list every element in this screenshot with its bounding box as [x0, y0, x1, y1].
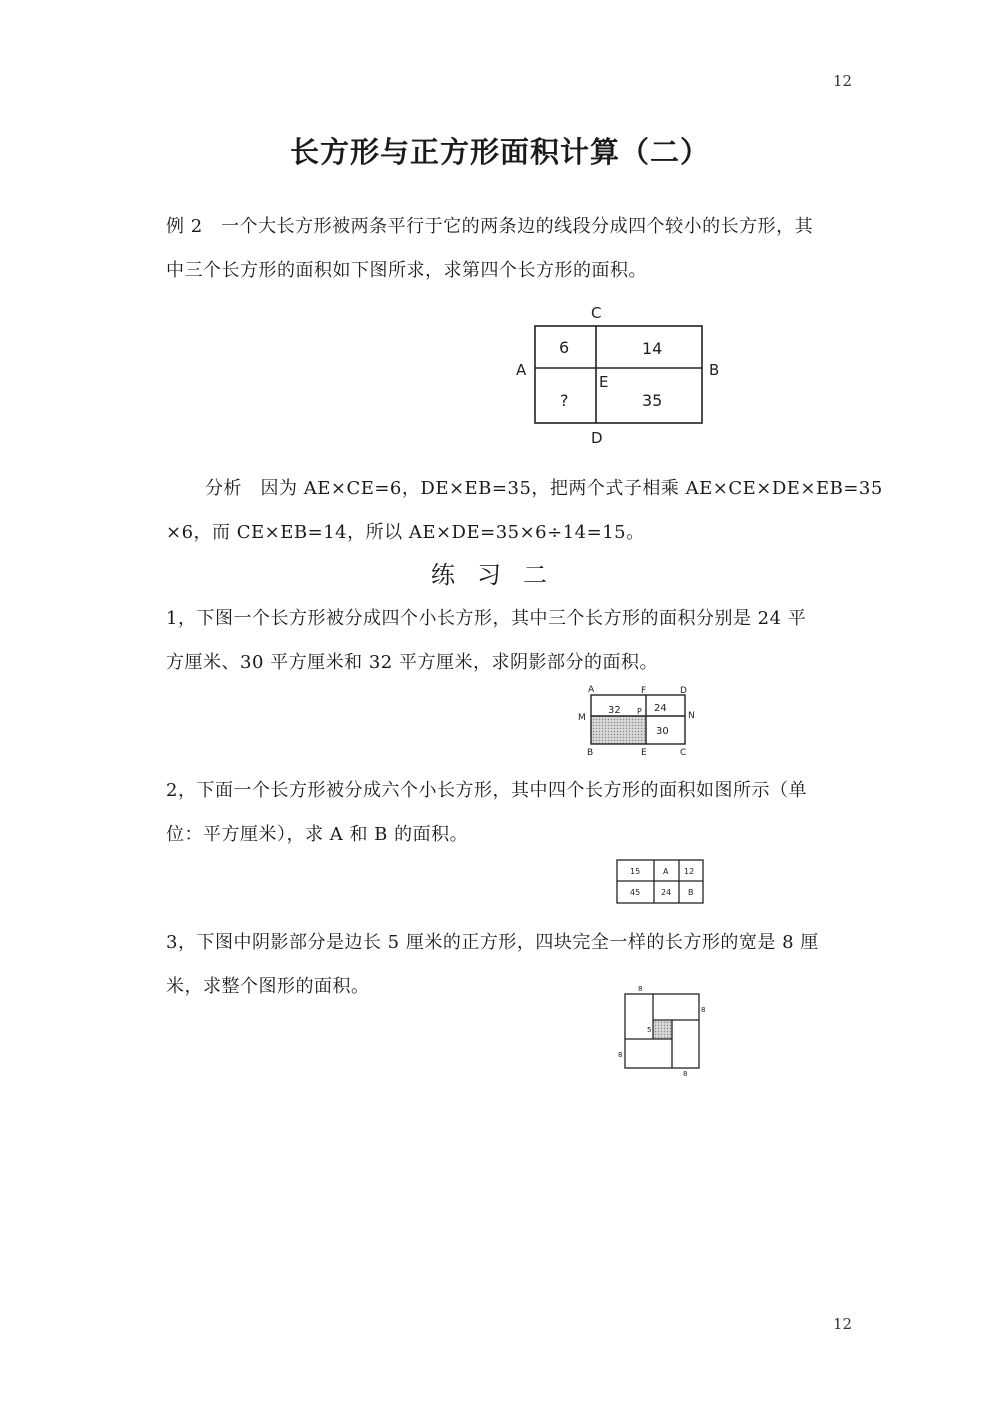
q3-line2: 米，求整个图形的面积。	[166, 976, 370, 997]
page-number-top: 12	[833, 72, 853, 90]
q1-line2: 方厘米、30 平方厘米和 32 平方厘米，求阴影部分的面积。	[166, 652, 658, 673]
q1-line1: 1，下图一个长方形被分成四个小长方形，其中三个长方形的面积分别是 24 平	[166, 608, 807, 629]
q1-area-24: 24	[654, 703, 667, 714]
q1-label-n: N	[688, 711, 695, 721]
label-d: D	[591, 429, 603, 447]
analysis-line1: 分析 因为 AE×CE=6，DE×EB=35，把两个式子相乘 AE×CE×DE×EB=35	[205, 478, 883, 499]
q2-line2: 位：平方厘米），求 A 和 B 的面积。	[166, 824, 469, 845]
q3-label-bottom: 8	[683, 1070, 688, 1078]
q1-label-p: P	[637, 707, 642, 716]
area-bottom-right: 35	[642, 391, 663, 410]
q1-label-a: A	[588, 685, 595, 695]
q3-figure	[612, 982, 712, 1078]
q2-cell-15: 15	[630, 867, 641, 876]
q2-cell-24: 24	[661, 888, 672, 897]
q3-line1: 3，下图中阴影部分是边长 5 厘米的正方形，四块完全一样的长方形的宽是 8 厘	[166, 932, 819, 953]
label-e: E	[599, 373, 609, 391]
q2-cell-12: 12	[684, 867, 695, 876]
q1-label-e: E	[641, 748, 647, 758]
q2-line1: 2，下面一个长方形被分成六个小长方形，其中四个长方形的面积如图所示（单	[166, 780, 807, 801]
q1-label-m: M	[578, 713, 586, 723]
q2-figure	[612, 856, 712, 910]
page-title: 长方形与正方形面积计算（二）	[289, 135, 710, 169]
example-text-line1: 例 2 一个大长方形被两条平行于它的两条边的线段分成四个较小的长方形，其	[166, 216, 814, 237]
example-figure	[505, 298, 745, 448]
q3-label-inner: 5	[647, 1026, 652, 1034]
q1-label-f: F	[641, 686, 647, 696]
analysis-line2: ×6，而 CE×EB=14，所以 AE×DE=35×6÷14=15。	[166, 522, 645, 543]
example-text-line2: 中三个长方形的面积如下图所求，求第四个长方形的面积。	[166, 260, 647, 281]
q1-label-c: C	[680, 748, 687, 758]
area-top-right: 14	[642, 339, 663, 358]
q1-figure	[574, 682, 704, 762]
label-a: A	[516, 361, 527, 379]
area-bottom-left: ?	[560, 391, 569, 410]
q3-label-top: 8	[638, 985, 643, 993]
q3-label-left: 8	[618, 1051, 623, 1059]
area-top-left: 6	[559, 338, 570, 357]
q1-label-b: B	[587, 748, 594, 758]
section-title: 练习二	[431, 561, 569, 589]
q2-cell-45: 45	[630, 888, 641, 897]
label-c: C	[591, 304, 602, 322]
q1-area-30: 30	[656, 726, 669, 737]
q3-label-right: 8	[701, 1006, 706, 1014]
q1-label-d: D	[680, 686, 687, 696]
q1-area-32: 32	[608, 705, 621, 716]
q2-cell-b: B	[688, 888, 694, 897]
label-b: B	[709, 361, 720, 379]
page-number-bottom: 12	[833, 1315, 853, 1333]
q2-cell-a: A	[663, 867, 669, 876]
